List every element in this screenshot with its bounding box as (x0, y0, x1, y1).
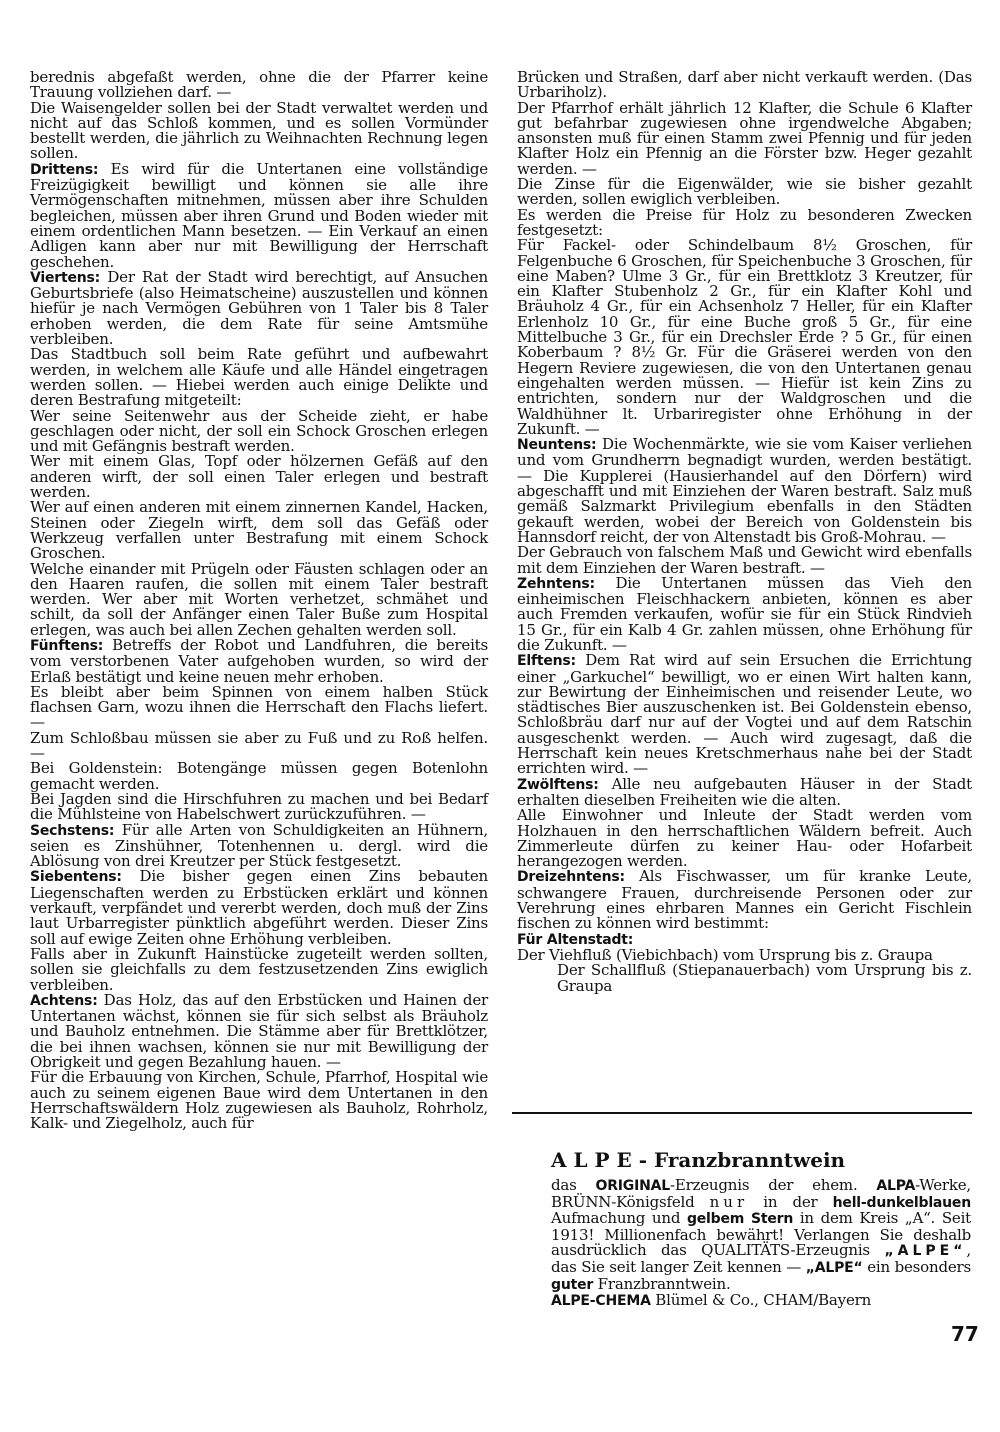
paragraph-text: Die Untertanen müssen das Vieh den einheimischen Fleischhackern anbieten, können es aber auch Fremden verkaufen, wofür sie für ein Stück Rindvieh 15 Gr., für ein Kalb 4 Gr. zahlen müssen, ohne Erhöhung für die Zukunft. — (517, 573, 972, 654)
paragraph (30, 559, 488, 639)
section-label: Drittens: (30, 161, 99, 178)
paragraph (517, 869, 972, 931)
paragraph-text: Betreffs der Robot und Landfuhren, die bereits vom verstorbenen Vater aufgehoben wurden, so wird der Erlaß bestätigt und keine neuen mehr erhoben. (30, 635, 488, 686)
section-label: Elftens: (517, 653, 576, 670)
paragraph (30, 682, 488, 732)
paragraph-text: Bei Goldenstein: Botengänge müssen gegen Botenlohn gemacht werden. (30, 759, 488, 793)
paragraph (30, 761, 488, 792)
ad-nur: nur (709, 1192, 749, 1211)
right-column (517, 70, 972, 994)
paragraph-text: Das Holz, das auf den Erbstücken und Hainen der Untertanen wächst, können sie für sich selbst als Bräuholz und Bauholz entnehmen. Die Stämme aber für Brettklötzer, die bei ihnen wachsen, können sie nur mit Bewilligung der Obrigkeit und gegen Bezahlung hauen. — (30, 990, 488, 1071)
section-label: Siebentens: (30, 869, 122, 886)
paragraph (517, 98, 972, 178)
paragraph-text: Wer mit einem Glas, Topf oder hölzernen Gefäß auf den anderen wirft, der soll einen Taler erlegen und bestraft werden. (30, 452, 488, 502)
paragraph (30, 820, 489, 871)
paragraph (517, 573, 972, 654)
ad-alpa: ALPA (876, 1178, 916, 1194)
paragraph (30, 869, 488, 946)
section-label: Zehntens: (517, 575, 595, 592)
section-label: Neuntens: (517, 437, 597, 454)
paragraph-text: Die Waisengelder sollen bei der Stadt verwaltet werden und nicht auf das Schloß kommen, und es sollen Vormünder bestellt werden, die jährlich zu Weihnachten Rechnung legen sollen. (30, 98, 488, 163)
paragraph (517, 70, 972, 101)
paragraph (517, 545, 972, 576)
paragraph-text: Der Rat der Stadt wird berechtigt, auf Ansuchen Geburtsbriefe (also Heimatscheine) auszustellen und können hiefür je nach Vermögen Gebühren von 1 Taler bis 8 Taler erhoben werden, die dem Rate für seine Amtsmühe verbleiben. (30, 267, 488, 349)
paragraph-text: Es werden die Preise für Holz zu besonderen Zwecken festgesetzt: (517, 205, 972, 239)
section-label: Dreizehntens: (517, 869, 625, 886)
left-column (30, 70, 488, 1131)
paragraph (30, 990, 488, 1071)
paragraph-text: Die Wochenmärkte, wie sie vom Kaiser verliehen und vom Grundherrn begnadigt wurden, werden bestätigt. — Die Kupplerei (Hausierhandel auf den Dörfern) wird abgeschafft und mit Einziehen der Waren bestraft. Salz muß gemäß Salzmarkt Privilegium ebenfalls in den Städten gekauft werden, wobei der Bereich von Goldenstein bis Hannsdorf reicht, der von Altenstadt bis Groß-Mohrau. — (517, 435, 972, 546)
paragraph (517, 238, 972, 437)
paragraph-text: Der Schallfluß (Stiepanauerbach) vom Ursprung bis z. Graupa (557, 961, 972, 995)
section-label: Sechstens: (30, 822, 115, 839)
paragraph (30, 1070, 488, 1131)
paragraph-text: Als Fischwasser, um für kranke Leute, schwangere Frauen, durchreisende Personen oder zur Verehrung eines ehrbaren Mannes ein Gericht Fischlein fischen zu können wird bestimmt: (517, 867, 972, 933)
paragraph (517, 177, 972, 208)
section-label: Für Altenstadt: (517, 931, 634, 948)
paragraph-text: Wer auf einen anderen mit einem zinnernen Kandel, Hacken, Steinen oder Ziegeln wirft, dem soll das Gefäß oder Werkzeug verfallen unter Bestrafung mit einem Schock Groschen. (30, 498, 488, 563)
paragraph (30, 728, 488, 763)
paragraph (30, 406, 488, 456)
paragraph (30, 70, 488, 101)
ad-body: das ORIGINAL-Erzeugnis der ehem. ALPA-Werke, BRÜNN-Königsfeld nur in der hell-dunkelblauen Aufmachung und gelbem Stern in dem Kreis „A“. Seit 1913! Millionenfach bewährt! Verlangen Sie deshalb ausdrücklich das QUALITÄTS-Erzeugnis „ALPE“, das Sie seit langer Zeit kennen — „ALPE“ ein besonders guter Franzbranntwein. ALPE-CHEMA Blümel & Co., CHAM/Bayern (551, 1176, 971, 1310)
ad-original: ORIGINAL (595, 1178, 670, 1194)
paragraph-text: Dem Rat wird auf sein Ersuchen die Errichtung einer „Garkuchel“ bewilligt, wo er einen Wirt halten kann, zur Bewirtung der Einheimischen und reisender Leute, wo städtisches Bier auszuschenken ist. Bei Goldenstein ebenso, Schloßbräu darf nur auf der Vogtei und auf dem Ratschin ausgeschenkt werden. — Auch wird zugesagt, daß die Herrschaft kein neues Kretschmerhaus nahe bei der Stadt errichten wird. — (517, 651, 972, 778)
ad-star: gelbem Stern (686, 1211, 794, 1228)
section-divider (512, 1112, 972, 1114)
paragraph-text: Brücken und Straßen, darf aber nicht verkauft werden. (Das Urbariholz). (517, 68, 972, 102)
section-label: Zwölftens: (517, 776, 599, 793)
paragraph (30, 98, 488, 163)
paragraph (517, 437, 972, 545)
paragraph-text: Alle Einwohner und Inleute der Stadt werden vom Holzhauen in den herrschaftlichen Wäldern befreit. Auch Zimmerleute dürfen zu keiner Hau- oder Hofarbeit herangezogen werden. (517, 806, 972, 871)
paragraph (517, 774, 972, 809)
paragraph-text: Welche einander mit Prügeln oder Fäusten schlagen oder an den Haaren raufen, die sollen mit einem Taler bestraft werden. Wer aber mit Worten verhetzet, schmähet und schilt, da soll der Anfänger einen Taler Buße zum Hospital erlegen, was auch bei allen Zechen gehalten werden soll. (30, 559, 488, 639)
paragraph (30, 347, 488, 408)
paragraph (30, 635, 488, 686)
paragraph-text: Wer seine Seitenwehr aus der Scheide zieht, er habe geschlagen oder nicht, der soll ein Schock Groschen erlegen und mit Gefängnis bestraft werden. (30, 406, 488, 456)
paragraph (30, 267, 488, 349)
paragraph (30, 500, 488, 561)
paragraph-text: Der Viehfluß (Viebichbach) vom Ursprung bis z. Graupa (517, 945, 933, 964)
paragraph (30, 159, 488, 271)
paragraph-text: Falls aber in Zukunft Hainstücke zugeteilt werden sollten, sollen sie gleichfalls zu dem festzusetzenden Zins ewiglich verbleiben. (30, 944, 488, 994)
paragraph-text: Die Zinse für die Eigenwälder, wie sie bisher gezahlt werden, sollen ewiglich verbleiben. (517, 175, 972, 209)
ad-alpe-2: „ALPE“ (805, 1259, 863, 1276)
paragraph (30, 454, 488, 500)
advertisement (551, 1148, 971, 1310)
paragraph-text: Der Gebrauch von falschem Maß und Gewicht wird ebenfalls mit dem Einziehen der Waren bestraft. — (517, 543, 972, 577)
paragraph (517, 205, 972, 239)
paragraph-text: Der Pfarrhof erhält jährlich 12 Klafter, die Schule 6 Klafter gut befahrbar zugewiesen ohne irgendwelche Abgaben; ansonsten muß für einen Stamm zwei Pfennig und für jeden Klafter Holz ein Pfennig an die Förster bzw. Heger gezahlt werden. — (517, 98, 972, 178)
paragraph-text: Zum Schloßbau müssen sie aber zu Fuß und zu Roß helfen. — (30, 728, 488, 763)
section-label: Achtens: (30, 992, 98, 1009)
section-label: Fünftens: (30, 637, 104, 654)
paragraph-text: Für die Erbauung von Kirchen, Schule, Pfarrhof, Hospital wie auch zu seinem eigenen Baue wird dem Untertanen in den Herrschaftswäldern Holz zugewiesen als Bauholz, Rohrholz, Kalk- und Ziegelholz, auch für (30, 1068, 488, 1133)
paragraph-text: Für alle Arten von Schuldigkeiten an Hühnern, seien es Zinshühner, Totenhennen u. dergl. wird die Ablösung von drei Kreutzer per Stück festgesetzt. (30, 820, 489, 871)
paragraph (517, 653, 972, 776)
ad-guter: guter (551, 1276, 594, 1293)
ad-company: ALPE-CHEMA (551, 1293, 651, 1310)
paragraph-text: berednis abgefaßt werden, ohne die der Pfarrer keine Trauung vollziehen darf. — (30, 68, 488, 102)
paragraph (30, 789, 488, 824)
paragraph-text: Es bleibt aber beim Spinnen von einem halben Stück flachsen Garn, wozu ihnen die Herrschaft den Flachs liefert. — (30, 682, 488, 732)
section-label: Viertens: (30, 269, 101, 286)
ad-alpe-1: „ALPE“ (884, 1243, 967, 1260)
paragraph (517, 808, 972, 869)
paragraph-text: Bei Jagden sind die Hirschfuhren zu machen und bei Bedarf die Mühlsteine von Habelschwert zurückzuführen. — (30, 789, 488, 824)
paragraph (30, 944, 488, 994)
paragraph-text: Das Stadtbuch soll beim Rate geführt und aufbewahrt werden, in welchem alle Käufe und alle Händel eingetragen werden sollen. — Hiebei werden auch einige Delikte und deren Bestrafung mitgeteilt: (30, 345, 488, 410)
paragraph-text: Alle neu aufgebauten Häuser in der Stadt erhalten dieselben Freiheiten wie die alten. (517, 774, 972, 809)
ad-title: A L P E - Franzbranntwein (551, 1148, 846, 1172)
page-number: 77 (951, 1322, 979, 1346)
ad-color: hell-dunkelblauen (832, 1194, 971, 1211)
paragraph (517, 963, 972, 994)
paragraph-text: Die bisher gegen einen Zins bebauten Liegenschaften werden zu Erbstücken erklärt und können verkauft, verpfändet und vererbt werden, doch muß der Zins laut Urbarregister pünktlich abgeführt werden. Dieser Zins soll auf ewige Zeiten ohne Erhöhung verbleiben. (30, 867, 488, 948)
paragraph-text: Für Fackel- oder Schindelbaum 8½ Groschen, für Felgenbuche 6 Groschen, für Speichenbuche 3 Groschen, für eine Maben? Ulme 3 Gr., für ein Brettklotz 3 Kreutzer, für ein Klafter Stubenholz 2 Gr., für ein Klafter Kohl und Bräuholz 4 Gr., für ein Achsenholz 7 Heller, für ein Klafter Erlenholz 10 Gr., für eine Buche groß 5 Gr., für eine Mittelbuche 3 Gr., für ein Drechsler Erde ? 5 Gr., für einen Koberbaum ? 8½ Gr. Für die Gräserei werden von den Hegern Reviere zugewiesen, die von den Untertanen genau eingehalten werden müssen. — Hiefür ist kein Zins zu entrichten, sondern nur der Waldgroschen und die Waldhühner lt. Urbariregister ohne Erhöhung in der Zukunft. — (517, 236, 972, 438)
paragraph-text: Es wird für die Untertanen eine vollständige Freizügigkeit bewilligt und können sie alle ihre Vermögenschaften mitnehmen, müssen aber ihre Schulden begleichen, müssen aber ihren Grund und Boden wieder mit einem ordentlichen Mann besetzen. — Ein Verkauf an einen Adligen kann aber nur mit Bewilligung der Herrschaft geschehen. (30, 159, 488, 271)
